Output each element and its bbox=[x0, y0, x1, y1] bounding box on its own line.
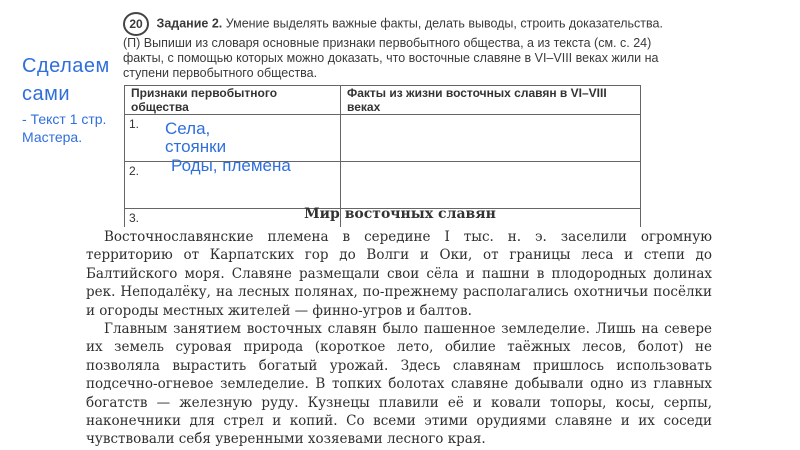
task-number-badge: 20 bbox=[123, 12, 149, 36]
column-header-signs: Признаки первобытного общества bbox=[125, 86, 341, 115]
row-number: 2. bbox=[125, 162, 341, 209]
side-title: Сделаем сами bbox=[22, 55, 110, 105]
reading-title: Мир восточных славян bbox=[304, 206, 496, 222]
column-header-facts: Факты из жизни восточных славян в VI–VIII веках bbox=[341, 86, 641, 115]
paragraph: Главным занятием восточных славян было пашенное земледелие. Лишь на севере их земель суровая природа (короткое лето, обилие таёжных лесов, болот) не позволяла вырастить богатый урожай. Здесь славянам пришлось использовать подсечно-огневое земледелие. В топких болотах славяне добывали одно из главных богатств — железную руду. Кузнецы плавили её и ковали топоры, косы, серпы, наконечники для стрел и копий. Со всеми этими орудиями славяне и их соседи чувствовали себя уверенными хозяевами лесного края. bbox=[86, 321, 712, 448]
handwritten-answer-1: Села, стоянки bbox=[165, 119, 227, 156]
task-heading-rest: Умение выделять важные факты, делать выводы, строить доказательства. bbox=[222, 16, 663, 31]
table-header-row bbox=[125, 86, 641, 115]
row-number: 1. bbox=[125, 115, 341, 162]
side-note: - Текст 1 стр. Мастера. bbox=[22, 111, 107, 145]
handwritten-answer-2: Роды, племена bbox=[171, 156, 291, 175]
task-instructions: (П) Выпиши из словаря основные признаки первобытного общества, а из текста (см. с. 24) факты, с помощью которых можно доказать, что восточные славяне в VI–VIII веках жили на ступени первобытного общества. bbox=[123, 36, 659, 80]
task-block bbox=[123, 12, 663, 81]
paragraph: Восточнославянские племена в середине I тыс. н. э. заселили огромную территорию от Карпатских гор до Волги и Оки, от границы леса и степи до Балтийского моря. Славяне размещали свои сёла и пашни в плодородных долинах рек. Неподалёку, на лесных полянах, по-прежнему располагались охотничьи посёлки и огороды местных жителей — финно-угров и балтов. bbox=[86, 229, 712, 319]
reading-text bbox=[86, 228, 712, 449]
task-heading: Задание 2. bbox=[156, 16, 223, 31]
answer-cell[interactable] bbox=[341, 115, 641, 162]
answer-cell[interactable] bbox=[341, 162, 641, 209]
row-number: 3. bbox=[125, 209, 341, 228]
